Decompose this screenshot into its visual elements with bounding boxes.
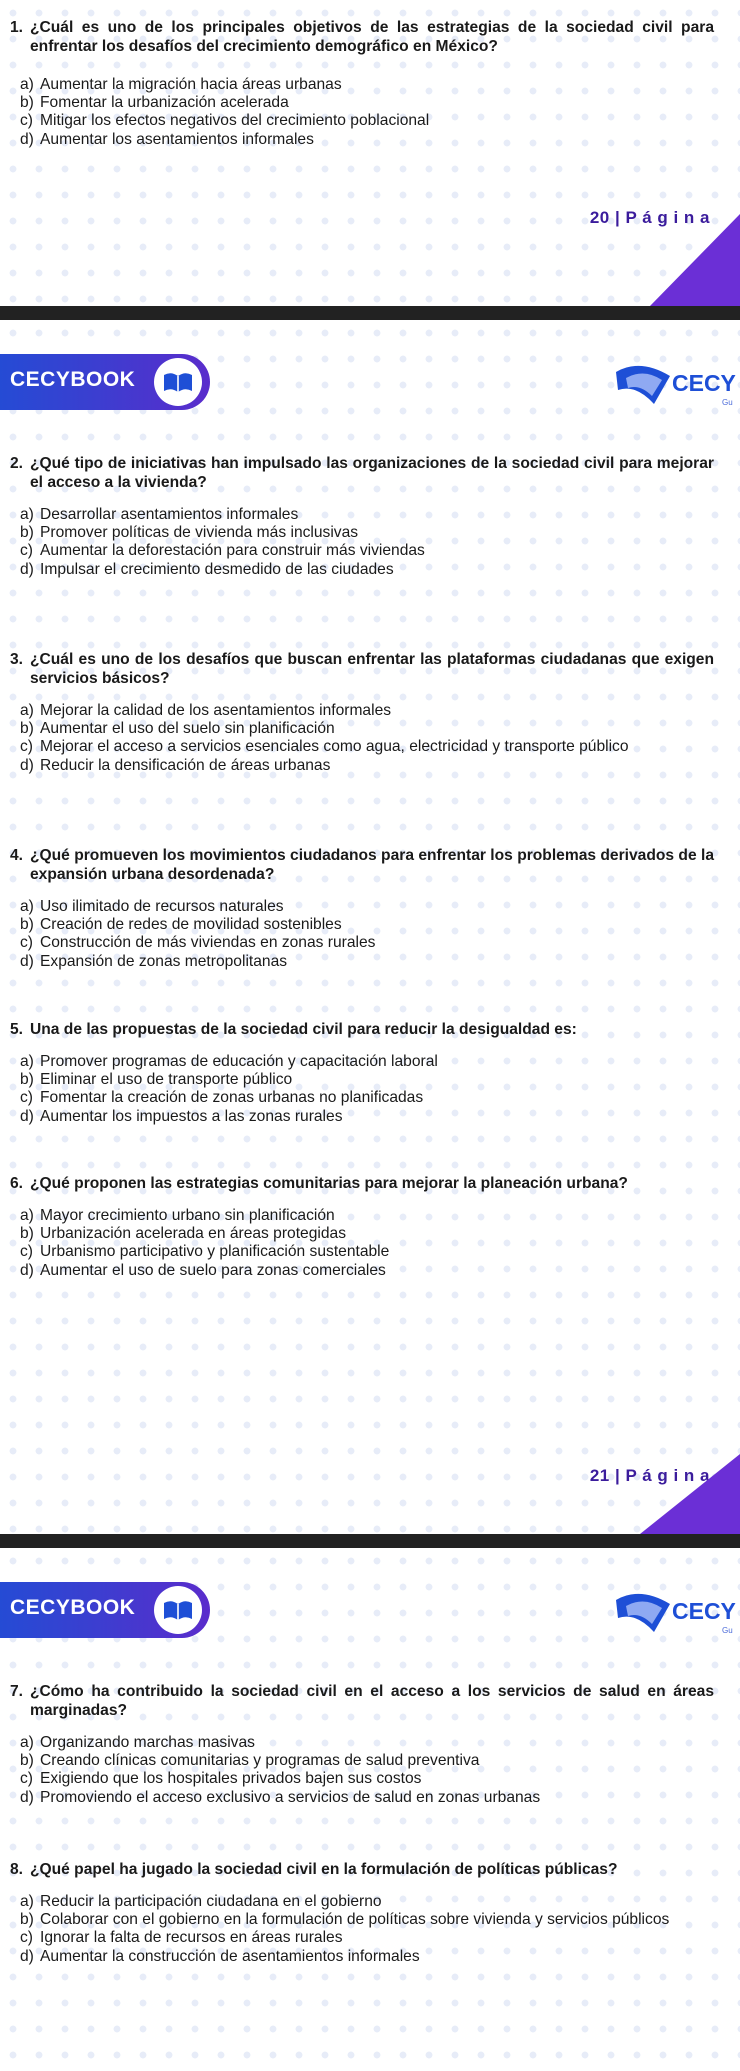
question-6: [10, 1174, 714, 1280]
question-text: ¿Cuál es uno de los desafíos que buscan enfrentar las plataformas ciudadanas que exigen servicios básicos?: [30, 651, 714, 687]
cecyte-logo-subtext: Gu: [722, 398, 733, 407]
option-b: b) Colaborar con el gobierno en la formulación de políticas sobre vivienda y servicios públicos: [20, 1911, 670, 1929]
option-d: d) Aumentar los impuestos a las zonas rurales: [20, 1107, 343, 1125]
option-list: [20, 1893, 714, 1966]
question-number: 3.: [10, 651, 24, 668]
option-d: d) Reducir la densificación de áreas urbanas: [20, 756, 331, 774]
cecyte-logo: [610, 354, 740, 414]
cecybook-logo-text: CECYBOOK: [10, 368, 136, 391]
option-d: d) Aumentar el uso de suelo para zonas comerciales: [20, 1261, 386, 1279]
option-a: a) Aumentar la migración hacia áreas urbanas: [20, 76, 342, 93]
cecybook-logo: [0, 1582, 210, 1638]
option-list: [20, 702, 714, 775]
question-3: [10, 650, 714, 775]
corner-decoration: [640, 1454, 740, 1534]
question-number: 6.: [10, 1175, 24, 1192]
question-4: [10, 846, 714, 971]
page-header: [0, 1548, 740, 1634]
page-number: 20 | P á g i n a: [589, 208, 710, 227]
question-text: Una de las propuestas de la sociedad civil para reducir la desigualdad es:: [30, 1021, 577, 1038]
option-c: c) Urbanismo participativo y planificación sustentable: [20, 1243, 390, 1261]
option-d: d) Promoviendo el acceso exclusivo a servicios de salud en zonas urbanas: [20, 1788, 541, 1806]
option-list: [20, 1207, 714, 1280]
option-c: c) Mejorar el acceso a servicios esenciales como agua, electricidad y transporte público: [20, 738, 629, 756]
question-number: 7.: [10, 1683, 24, 1700]
option-b: b) Fomentar la urbanización acelerada: [20, 94, 289, 112]
option-a: a) Mejorar la calidad de los asentamientos informales: [20, 702, 392, 719]
question-number: 4.: [10, 847, 24, 864]
option-c: c) Mitigar los efectos negativos del crecimiento poblacional: [20, 112, 430, 130]
cecybook-logo-text: CECYBOOK: [10, 1596, 136, 1619]
question-5: [10, 1020, 714, 1126]
question-1: [10, 18, 714, 149]
option-a: a) Organizando marchas masivas: [20, 1734, 255, 1751]
page-21: [0, 320, 740, 1534]
question-text: ¿Qué promueven los movimientos ciudadanos para enfrentar los problemas derivados de la expansión urbana desordenada?: [30, 847, 714, 883]
option-d: d) Aumentar la construcción de asentamientos informales: [20, 1947, 420, 1965]
option-d: d) Expansión de zonas metropolitanas: [20, 952, 288, 970]
option-c: c) Aumentar la deforestación para construir más viviendas: [20, 542, 425, 560]
option-c: c) Construcción de más viviendas en zonas rurales: [20, 934, 376, 952]
option-a: a) Uso ilimitado de recursos naturales: [20, 898, 284, 915]
option-list: [20, 1053, 714, 1126]
question-2: [10, 454, 714, 579]
option-a: a) Mayor crecimiento urbano sin planificación: [20, 1207, 335, 1224]
option-list: [20, 1734, 714, 1807]
question-7: [10, 1682, 714, 1807]
question-text: ¿Cómo ha contribuido la sociedad civil en el acceso a los servicios de salud en áreas marginadas?: [30, 1683, 714, 1719]
page-number: 21 | P á g i n a: [589, 1466, 710, 1485]
option-b: b) Eliminar el uso de transporte público: [20, 1071, 293, 1089]
cecyte-logo-text: CECY: [672, 1598, 736, 1624]
question-8: [10, 1860, 714, 1966]
question-number: 5.: [10, 1021, 24, 1038]
option-b: b) Urbanización acelerada en áreas protegidas: [20, 1225, 347, 1243]
question-number: 1.: [10, 19, 24, 36]
page-divider: [0, 306, 740, 320]
option-a: a) Desarrollar asentamientos informales: [20, 506, 299, 523]
option-d: d) Impulsar el crecimiento desmedido de las ciudades: [20, 560, 394, 578]
cecyte-logo-text: CECY: [672, 370, 736, 396]
option-b: b) Aumentar el uso del suelo sin planificación: [20, 720, 335, 738]
cecybook-logo: [0, 354, 210, 410]
option-b: b) Creación de redes de movilidad sostenibles: [20, 916, 342, 934]
option-c: c) Fomentar la creación de zonas urbanas no planificadas: [20, 1089, 424, 1107]
option-c: c) Exigiendo que los hospitales privados bajen sus costos: [20, 1770, 422, 1788]
question-number: 8.: [10, 1861, 24, 1878]
option-list: [20, 76, 714, 149]
option-list: [20, 898, 714, 971]
question-text: ¿Qué papel ha jugado la sociedad civil en la formulación de políticas públicas?: [30, 1861, 618, 1878]
option-b: b) Creando clínicas comunitarias y programas de salud preventiva: [20, 1752, 480, 1770]
book-icon: [154, 358, 202, 406]
question-text: ¿Cuál es uno de los principales objetivos de las estrategias de la sociedad civil para enfrentar los desafíos del crecimiento demográfico en México?: [30, 19, 714, 55]
question-text: ¿Qué tipo de iniciativas han impulsado las organizaciones de la sociedad civil para mejorar el acceso a la vivienda?: [30, 455, 714, 491]
cecyte-logo: [610, 1582, 740, 1642]
option-d: d) Aumentar los asentamientos informales: [20, 130, 314, 148]
book-icon: [154, 1586, 202, 1634]
page-header: [0, 320, 740, 406]
page-20: [0, 0, 740, 306]
option-a: a) Reducir la participación ciudadana en el gobierno: [20, 1893, 382, 1910]
option-a: a) Promover programas de educación y capacitación laboral: [20, 1053, 438, 1070]
question-text: ¿Qué proponen las estrategias comunitarias para mejorar la planeación urbana?: [30, 1175, 628, 1192]
option-b: b) Promover políticas de vivienda más inclusivas: [20, 524, 359, 542]
page-22: [0, 1548, 740, 2071]
corner-decoration: [650, 214, 740, 306]
page-divider: [0, 1534, 740, 1548]
option-c: c) Ignorar la falta de recursos en áreas rurales: [20, 1929, 343, 1947]
cecyte-logo-subtext: Gu: [722, 1626, 733, 1635]
question-number: 2.: [10, 455, 24, 472]
option-list: [20, 506, 714, 579]
